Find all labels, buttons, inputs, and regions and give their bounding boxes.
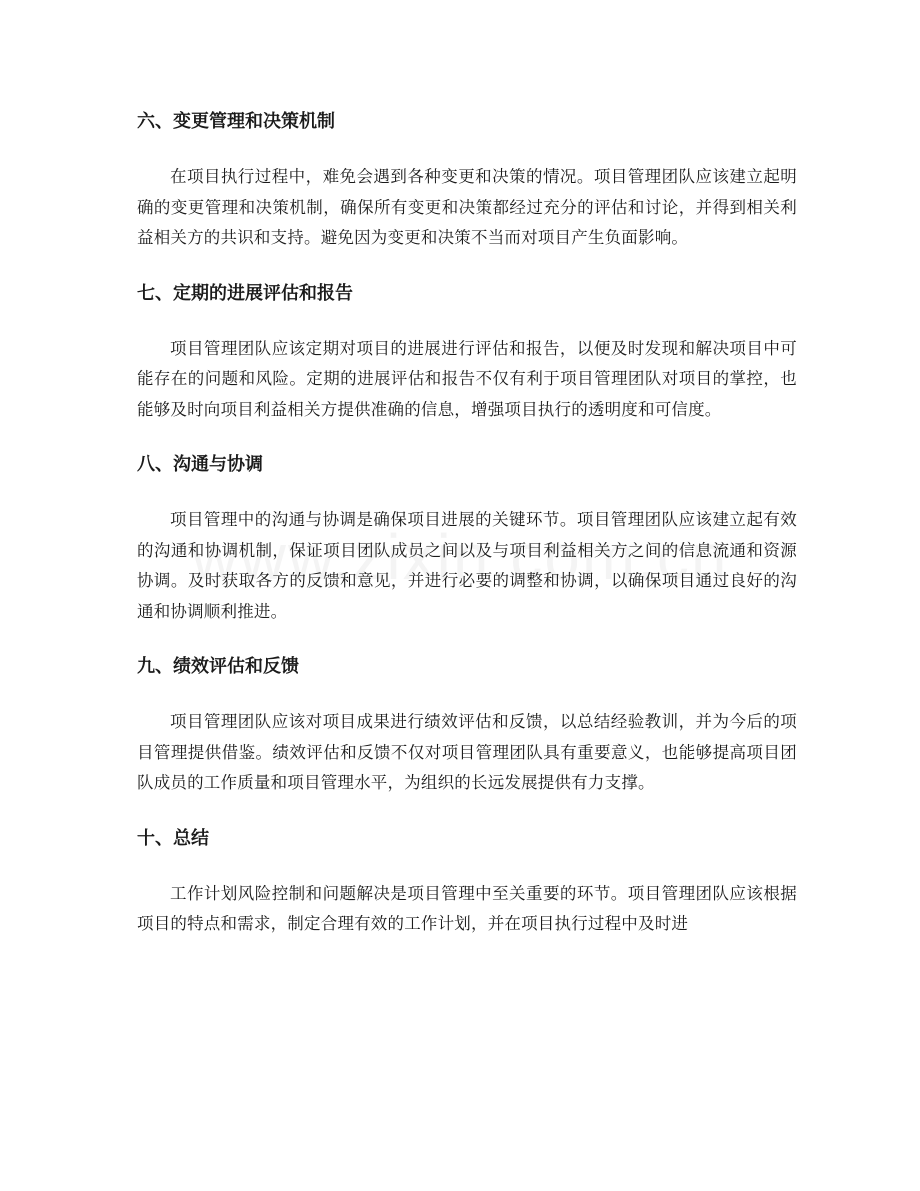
- section-heading: 九、绩效评估和反馈: [137, 656, 299, 677]
- section-8: [137, 447, 797, 627]
- section-9: [137, 649, 797, 799]
- section-paragraph: 在项目执行过程中，难免会遇到各种变更和决策的情况。项目管理团队应该建立起明确的变更管理和决策机制，确保所有变更和决策都经过充分的评估和讨论，并得到相关利益相关方的共识和支持。避免因为变更和决策不当而对项目产生负面影响。: [137, 167, 797, 247]
- section-paragraph: 项目管理团队应该定期对项目的进展进行评估和报告，以便及时发现和解决项目中可能存在的问题和风险。定期的进展评估和报告不仅有利于项目管理团队对项目的掌控，也能够及时向项目利益相关方提供准确的信息，增强项目执行的透明度和可信度。: [137, 338, 797, 419]
- section-paragraph: 项目管理中的沟通与协调是确保项目进展的关键环节。项目管理团队应该建立起有效的沟通和协调机制，保证项目团队成员之间以及与项目利益相关方之间的信息流通和资源协调。及时获取各方的反馈和意见，并进行必要的调整和协调，以确保项目通过良好的沟通和协调顺利推进。: [137, 510, 797, 621]
- section-7: [137, 276, 797, 426]
- section-heading: 十、总结: [137, 827, 209, 849]
- section-heading: 六、变更管理和决策机制: [137, 111, 335, 132]
- section-heading: 七、定期的进展评估和报告: [137, 282, 353, 304]
- section-6: [137, 104, 797, 254]
- section-heading: 八、沟通与协调: [137, 454, 263, 475]
- section-paragraph: 工作计划风险控制和问题解决是项目管理中至关重要的环节。项目管理团队应该根据项目的特点和需求，制定合理有效的工作计划，并在项目执行过程中及时进: [137, 883, 797, 933]
- section-paragraph: 项目管理团队应该对项目成果进行绩效评估和反馈，以总结经验教训，并为今后的项目管理提供借鉴。绩效评估和反馈不仅对项目管理团队具有重要意义，也能够提高项目团队成员的工作质量和项目管理水平，为组织的长远发展提供有力支撑。: [137, 712, 797, 792]
- document-content: [137, 104, 797, 962]
- section-10: [137, 821, 797, 940]
